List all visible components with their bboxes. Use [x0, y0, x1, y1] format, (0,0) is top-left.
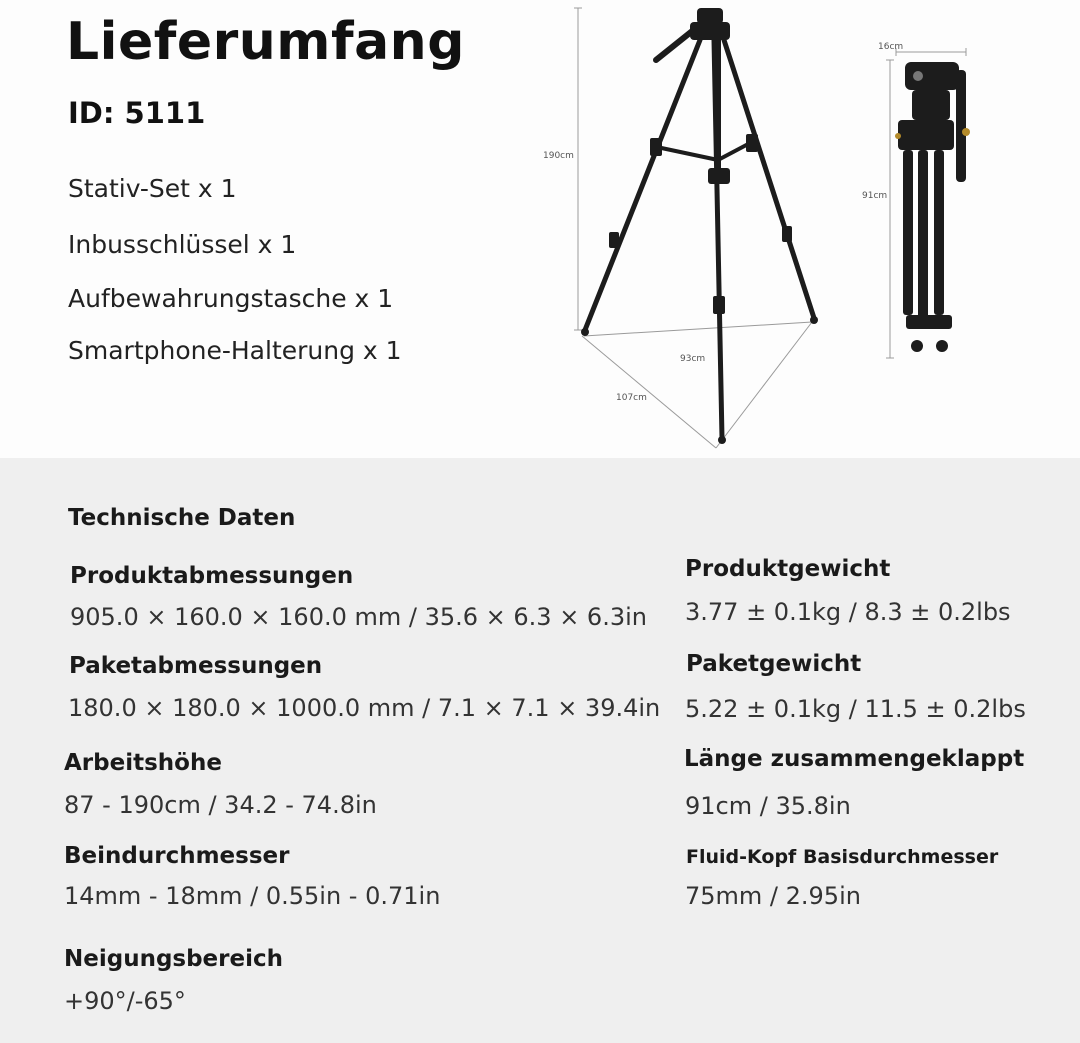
spec-label: Neigungsbereich [64, 946, 283, 972]
list-item: Inbusschlüssel x 1 [68, 230, 297, 259]
spec-value: 14mm - 18mm / 0.55in - 0.71in [64, 882, 441, 910]
list-item: Smartphone-Halterung x 1 [68, 336, 402, 365]
list-item: Aufbewahrungstasche x 1 [68, 284, 394, 313]
spec-label: Beindurchmesser [64, 843, 290, 869]
spread-dimension-label: 93cm [680, 354, 706, 364]
specs-heading: Technische Daten [68, 505, 296, 531]
spec-label: Paketgewicht [686, 651, 862, 677]
spec-label: Produktgewicht [685, 556, 891, 582]
folded-width-label: 16cm [878, 42, 904, 52]
spec-label: Länge zusammengeklappt [684, 746, 1025, 772]
spec-value: 87 - 190cm / 34.2 - 74.8in [64, 791, 377, 819]
spread-dimension-label: 107cm [616, 393, 647, 403]
spec-value: 91cm / 35.8in [685, 792, 851, 820]
spec-value: 905.0 × 160.0 × 160.0 mm / 35.6 × 6.3 × 6.3in [70, 603, 647, 631]
tripod-illustration [0, 0, 1080, 458]
spec-label: Arbeitshöhe [64, 750, 222, 776]
spec-value: +90°/-65° [64, 987, 186, 1015]
spec-label: Paketabmessungen [69, 653, 323, 679]
spec-label: Fluid-Kopf Basisdurchmesser [686, 846, 999, 868]
list-item: Stativ-Set x 1 [68, 174, 237, 203]
page-title: Lieferumfang [66, 12, 465, 72]
folded-height-label: 91cm [862, 191, 888, 201]
spec-value: 180.0 × 180.0 × 1000.0 mm / 7.1 × 7.1 × 39.4in [68, 694, 661, 722]
height-dimension-label: 190cm [543, 151, 574, 161]
spec-value: 5.22 ± 0.1kg / 11.5 ± 0.2lbs [685, 695, 1026, 723]
spec-value: 3.77 ± 0.1kg / 8.3 ± 0.2lbs [685, 598, 1011, 626]
spec-value: 75mm / 2.95in [685, 882, 861, 910]
spec-label: Produktabmessungen [70, 563, 354, 589]
product-id: ID: 5111 [68, 96, 206, 130]
